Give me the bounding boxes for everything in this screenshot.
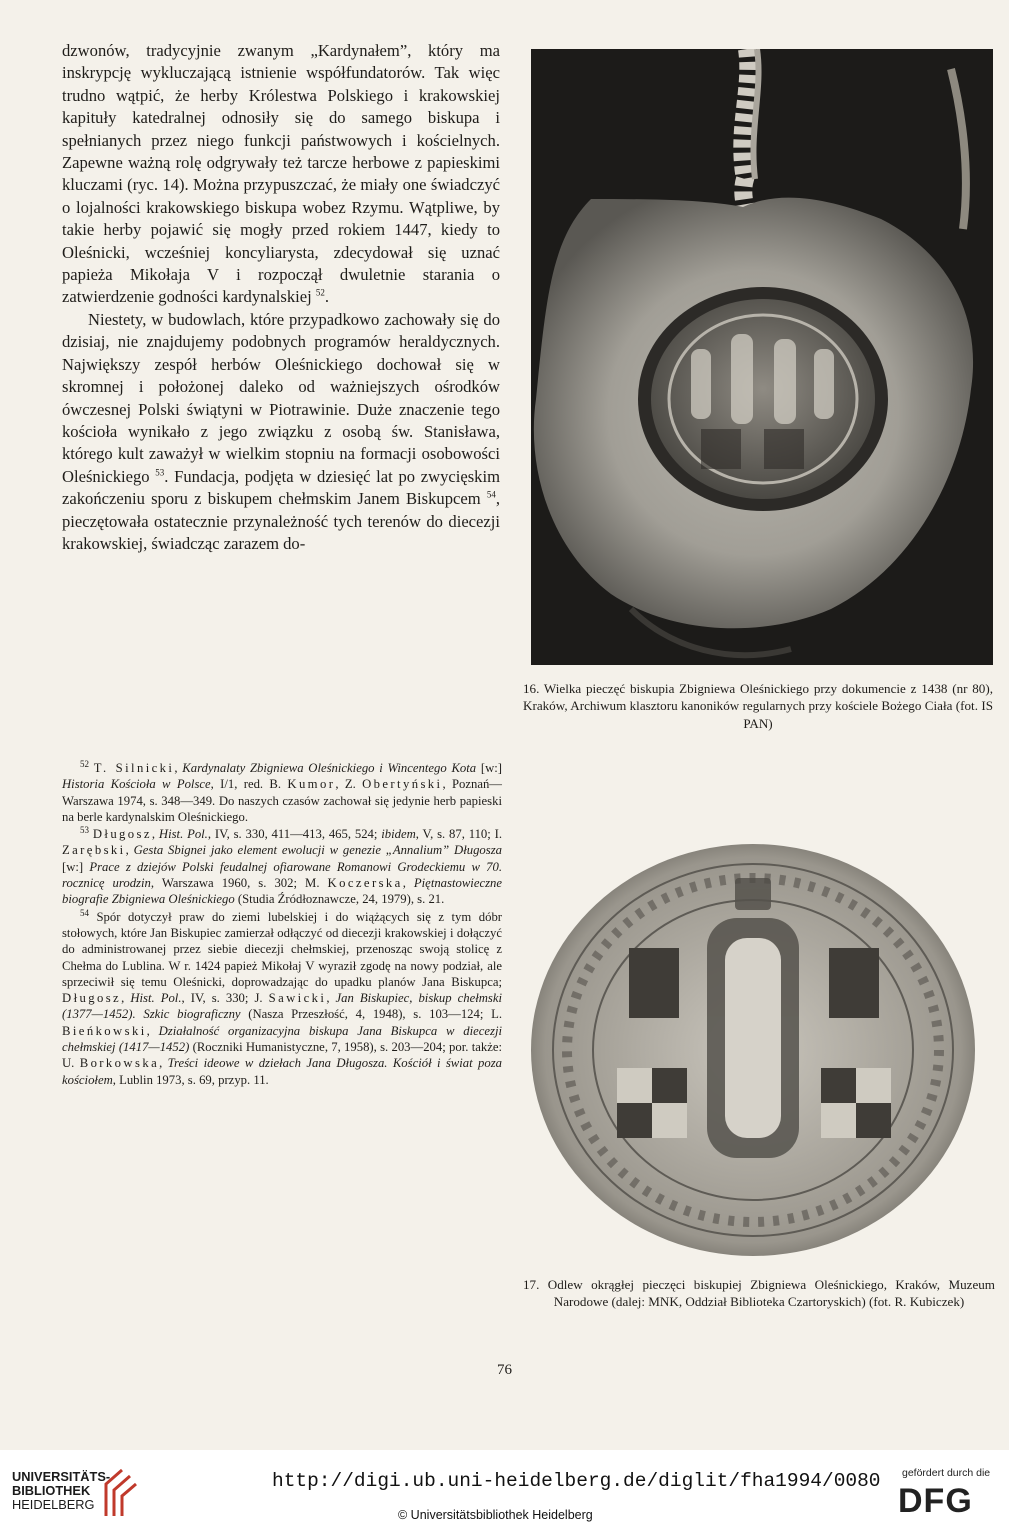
digitization-footer <box>0 1450 1009 1533</box>
author: Bieńkowski <box>62 1023 147 1038</box>
figure-16-seal-photo <box>531 49 993 665</box>
footnote-ref-53[interactable]: 53 <box>155 467 165 478</box>
footnote-ref-54[interactable]: 54 <box>486 489 496 500</box>
title: ibidem <box>381 827 416 842</box>
footnote-number: 53 <box>80 824 89 835</box>
fn-text: , <box>151 827 159 842</box>
fn-text: , Poznań—Warszawa 1974, s. 348—349. Do naszych czasów zachował się jedynie herb papieski na berle kardynalskim Oleśnickiego. <box>62 777 502 824</box>
figure-17-seal-cast <box>529 838 979 1258</box>
fn-text: , V, s. 87, 110; I. <box>415 827 503 842</box>
fn-text: , <box>125 843 134 858</box>
round-seal-image <box>529 838 979 1258</box>
permalink-url[interactable]: http://digi.ub.uni-heidelberg.de/diglit/fha1994/0080 <box>272 1470 881 1492</box>
copyright-notice: © Universitätsbibliothek Heidelberg <box>398 1508 593 1522</box>
footnotes <box>62 760 502 1089</box>
footnote-53 <box>62 826 502 907</box>
dfg-logo: DFG <box>898 1482 973 1520</box>
title: Piętnastowieczne biografie Zbigniewa Oleśnickiego <box>62 876 502 907</box>
library-line-2: BIBLIOTHEK <box>12 1483 91 1499</box>
author: Borkowska <box>79 1056 160 1071</box>
fn-text: , Warszawa 1960, s. 302; M. <box>150 876 328 891</box>
fn-text: , <box>121 991 131 1006</box>
fn-text: , IV, s. 330, 411—413, 465, 524; <box>207 827 382 842</box>
paragraph-2-text-a: Niestety, w budowlach, które przypadkowo zachowały się do dzisiaj, nie znajdujemy podobnych programów heraldycznych. Największy zespół herbów Oleśnickiego dochował się w skromnej i położonej daleko od ważniejszych ośrodków ówczesnej Polski świątyni w Piotrawinie. Duże znaczenie tego kościoła wynikało z jego związku z osobą św. Stanisława, którego kult zaważył w wielkim stopniu na formacji osobowości Oleśnickiego <box>62 309 500 486</box>
fn-text: , <box>146 1023 159 1038</box>
fn-text: (Studia Źródłoznawcze, 24, 1979), s. 21. <box>234 892 445 907</box>
fn-text: Spór dotyczył praw do ziemi lubelskiej i do wiążących się z tym dóbr stołowych, które Jan Biskupiec zamierzał odłączyć od diecezji krakowskiej i dołączyć do administrowanej przez siebie diecezji chełmskiej, przenosząc swoją stolicę z Chełma do Lublina. W r. 1424 papież Mikołaj V wyraził zgodę na nowy podział, ale sprzeciwił się temu Oleśnicki, doprowadzając do upadku planów Jana Biskupca; <box>62 909 503 989</box>
footnote-number: 52 <box>80 758 89 769</box>
title: Jan Biskupiec, biskup chełmski (1377—1452). Szkic biograficzny <box>62 991 503 1022</box>
footnote-52 <box>62 760 502 825</box>
paragraph-1-text: dzwonów, tradycyjnie zwanym „Kardynałem”, który ma inskrypcję wykluczającą istnienie współfundatorów. Tak więc trudno wątpić, że herby Królestwa Polskiego i krakowskiej kapituły katedralnej odnosiły się do samego biskupa i spełnianych przez niego funkcji państwowych i kościelnych. Zapewne ważną rolę odgrywały też tarcze herbowe z papieskimi kluczami (ryc. 14). Można przypuszczać, że miały one świadczyć o lojalności krakowskiego biskupa wobez Rzymu. Wątpliwe, by takie herby pojawić się mogły przed rokiem 1447, kiedy to Oleśnicki, wcześniej koncyliarysta, zdecydował się uznać papieża Mikołaja V i rozpoczął dwuletnie starania o zatwierdzenie godności kardynalskiej <box>62 41 500 307</box>
fn-text: [w:] <box>62 859 90 874</box>
figure-16-caption: 16. Wielka pieczęć biskupia Zbigniewa Oleśnickiego przy dokumencie z 1438 (nr 80), Kraków, Archiwum klasztoru kanoników regularnych przy kościele Bożego Ciała (fot. IS PAN) <box>523 681 993 731</box>
title: Hist. Pol. <box>158 827 208 842</box>
title: Działalność organizacyjna biskupa Jana Biskupca w diecezji chełmskiej (1417—1452) <box>62 1023 503 1055</box>
author: Koczerska <box>327 876 403 891</box>
paragraph-1-end: . <box>324 287 330 307</box>
figure-17-caption: 17. Odlew okrągłej pieczęci biskupiej Zbigniewa Oleśnickiego, Kraków, Muzeum Narodowe (dalej: MNK, Oddział Biblioteka Czartoryskich) (fot. R. Kubiczek) <box>523 1277 995 1310</box>
fn-text: , IV, s. 330; J. <box>181 991 269 1006</box>
fn-text: (Roczniki Humanistyczne, 7, 1958), s. 203—204; por. także: U. <box>62 1040 503 1071</box>
funded-by-label: gefördert durch die <box>902 1467 991 1479</box>
title: Gesta Sbignei jako element ewolucji w genezie „Annalium” Długosza <box>133 843 502 858</box>
fn-text: , <box>159 1056 168 1071</box>
footnote-54 <box>62 909 502 1088</box>
footnote-ref-52[interactable]: 52 <box>315 287 325 298</box>
library-name <box>12 1470 110 1513</box>
author: Kumor <box>287 777 336 792</box>
fn-text: [w:] <box>476 761 503 775</box>
fn-text: , Lublin 1973, s. 69, przyp. 11. <box>112 1072 269 1087</box>
title: Kardynalaty Zbigniewa Oleśnickiego i Wincentego Kota <box>182 761 477 775</box>
fn-text: , <box>326 991 336 1006</box>
author: Zarębski <box>62 843 126 858</box>
library-line-3: HEIDELBERG <box>12 1497 95 1513</box>
paragraph-2-text-b: . Fundacja, podjęta w dziesięć lat po zwycięskim zakończeniu sporu z biskupem chełmskim Janem Biskupcem <box>62 466 500 509</box>
author: Długosz <box>92 827 152 842</box>
fn-text: (Nasza Przeszłość, 4, 1948), s. 103—124; L. <box>240 1007 502 1022</box>
title: Historia Kościoła w Polsce <box>62 777 211 792</box>
main-text-column <box>62 40 500 555</box>
page-number: 76 <box>497 1362 512 1378</box>
title: Prace z dziejów Polski feudalnej ofiarowane Romanowi Grodeckiemu w 70. rocznicę urodzin <box>62 859 502 891</box>
library-line-1: UNIVERSITÄTS- <box>12 1469 111 1484</box>
author: Długosz <box>62 991 122 1006</box>
author: Obertyński <box>362 777 443 792</box>
title: Treści ideowe w dziełach Jana Długosza. Kościół i świat poza kościołem <box>62 1056 502 1087</box>
paragraph-2-text-c: , pieczętowała ostatecznie przynależność tych terenów do diecezji krakowskiej, świadcząc zarazem do- <box>62 489 500 553</box>
library-logo-icon <box>100 1466 138 1518</box>
author: T. Silnicki <box>93 761 175 775</box>
fn-text: , Z. <box>335 777 363 792</box>
paragraph-2 <box>62 309 500 555</box>
author: Sawicki <box>268 991 327 1006</box>
seal-wax-image <box>531 49 993 665</box>
paragraph-1 <box>62 40 500 309</box>
fn-text: , <box>402 876 414 891</box>
fn-text: , <box>174 761 183 775</box>
fn-text: , I/1, red. B. <box>210 777 288 792</box>
footnote-number: 54 <box>80 907 89 918</box>
title: Hist. Pol. <box>130 991 182 1006</box>
